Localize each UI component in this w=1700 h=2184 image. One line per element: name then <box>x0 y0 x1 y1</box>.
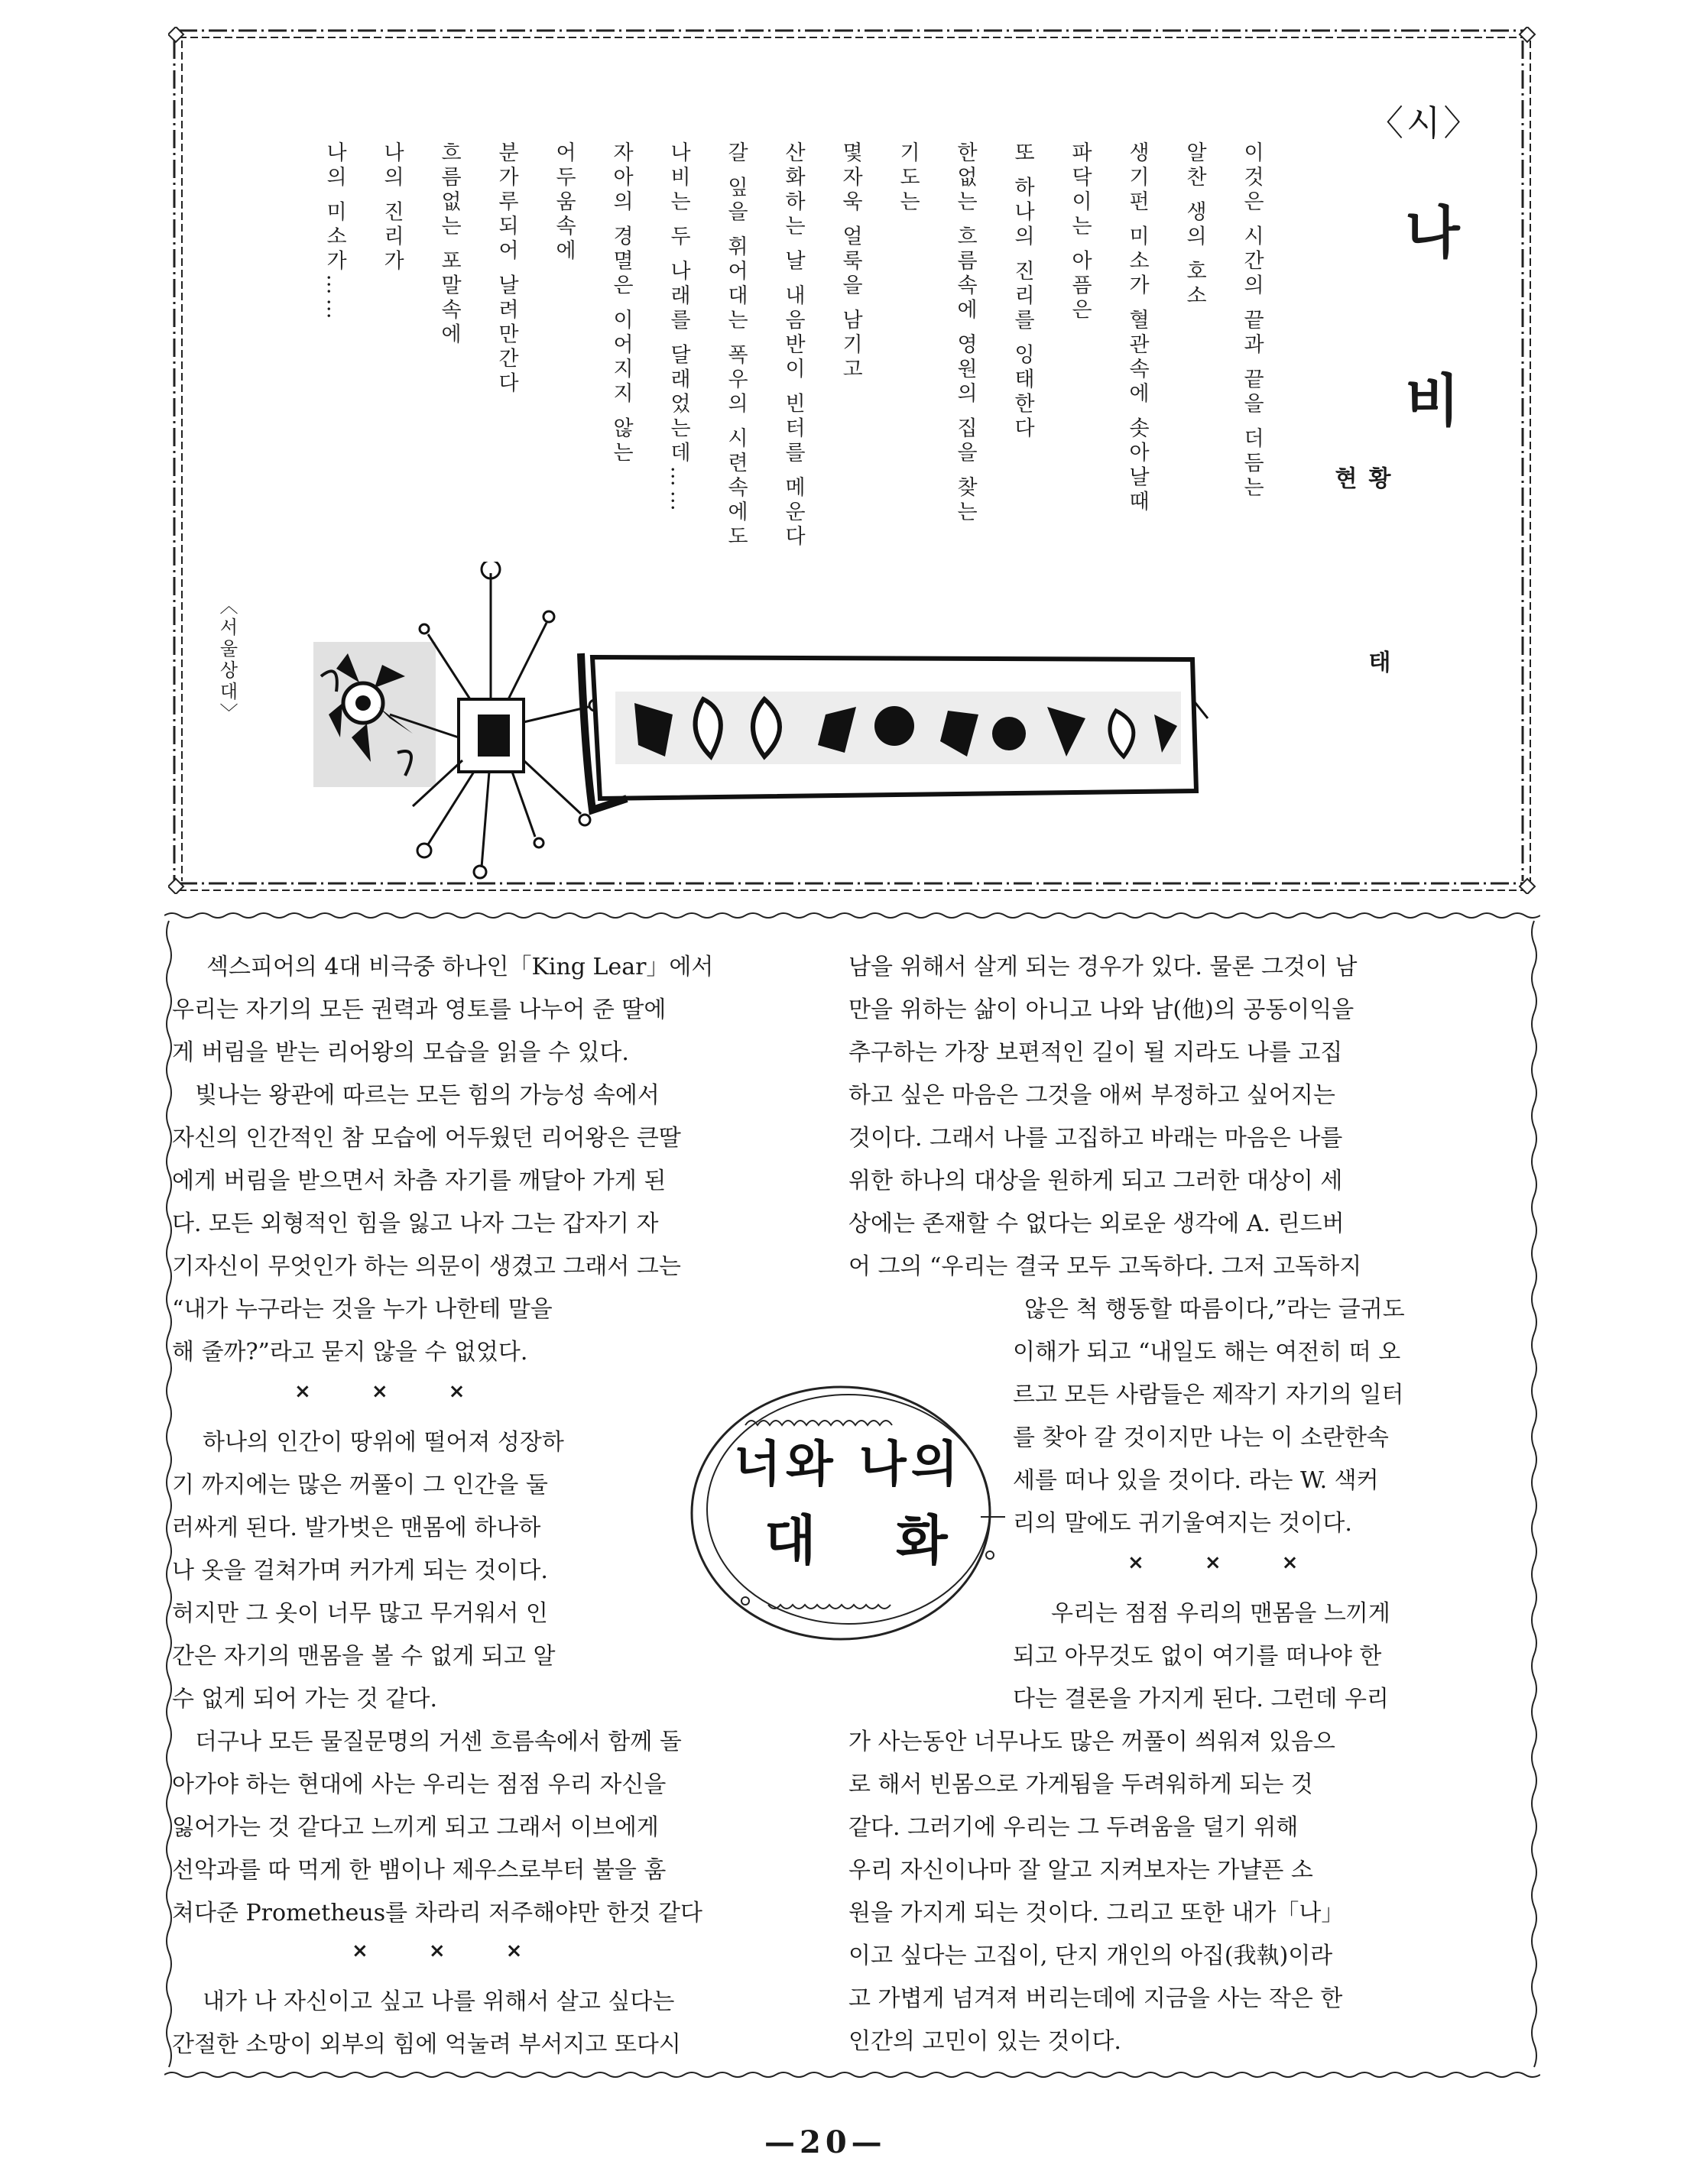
poem-author: 황 태 현 <box>1330 466 1390 750</box>
essay-left-line: “내가 누구라는 것을 누가 나한테 말을 <box>172 1296 553 1323</box>
essay-right-line: 우리는 점점 우리의 맨몸을 느끼게 <box>1051 1600 1390 1627</box>
essay-right-line: 를 찾아 갈 것이지만 나는 이 소란한속 <box>1013 1424 1389 1451</box>
poem-line: 파닥이는 아픔은 <box>1068 141 1092 323</box>
essay-left-line: 에게 버림을 받으면서 차츰 자기를 깨달아 가게 된 <box>172 1168 667 1194</box>
essay-left-line: 러싸게 된다. 발가벗은 맨몸에 하나하 <box>172 1515 541 1541</box>
essay-right-line: 어 그의 “우리는 결국 모두 고독하다. 그저 고독하지 <box>848 1253 1362 1280</box>
essay-left-line: 섹스피어의 4대 비극중 하나인「King Lear」에서 <box>206 954 714 980</box>
essay-left-line: 아가야 하는 현대에 사는 우리는 점점 우리 자신을 <box>172 1771 667 1798</box>
essay-right-line: 다는 결론을 가지게 된다. 그런데 우리 <box>1013 1686 1389 1713</box>
essay-left-line: 기자신이 무엇인가 하는 의문이 생겼고 그래서 그는 <box>172 1253 681 1280</box>
essay-right-line: 고 가볍게 넘겨져 버리는데에 지금을 사는 작은 한 <box>848 1985 1343 2012</box>
essay-right-line: 않은 척 행동할 따름이다,”라는 글귀도 <box>1024 1296 1405 1323</box>
poem-line: 분가루되어 날려만간다 <box>495 141 518 397</box>
essay-right-line: 것이다. 그래서 나를 고집하고 바래는 마음은 나를 <box>848 1125 1343 1152</box>
poem-line: 자아의 경멸은 이어지지 않는 <box>609 141 633 466</box>
emblem-title-bottom: 대 화 <box>764 1508 978 1572</box>
essay-left-line: 허지만 그 옷이 너무 많고 무거워서 인 <box>172 1600 548 1627</box>
section-separator: × × × <box>1127 1551 1299 1574</box>
essay-left-line: 자신의 인간적인 참 모습에 어두웠던 리어왕은 큰딸 <box>172 1125 681 1152</box>
essay-left-line: 기 까지에는 많은 꺼풀이 그 인간을 둘 <box>172 1472 548 1499</box>
essay-left-line: 수 없게 되어 가는 것 같다. <box>172 1686 438 1713</box>
poem-line: 산화하는 날 내음반이 빈터를 메운다 <box>781 141 805 550</box>
essay-left-line: 나 옷을 걸쳐가며 커가게 되는 것이다. <box>172 1557 548 1584</box>
poem-line: 나의 미소가…… <box>323 141 346 323</box>
section-separator: × × × <box>294 1380 466 1403</box>
section-separator: × × × <box>352 1939 523 1962</box>
essay-right-line: 우리 자신이나마 잘 알고 지켜보자는 가냘픈 소 <box>848 1857 1313 1884</box>
essay-left-line: 하나의 인간이 땅위에 떨어져 성장하 <box>203 1429 564 1456</box>
essay-left-line: 다. 모든 외형적인 힘을 잃고 나자 그는 갑자기 자 <box>172 1210 659 1237</box>
essay-left-line: 쳐다준 Prometheus를 차라리 저주해야만 한것 같다 <box>172 1900 702 1926</box>
essay-right-line: 이고 싶다는 고집이, 단지 개인의 아집(我執)이라 <box>848 1943 1333 1969</box>
essay-right-line: 가 사는동안 너무나도 많은 꺼풀이 씌워져 있음으 <box>848 1729 1335 1755</box>
essay-left-line: 간은 자기의 맨몸을 볼 수 없게 되고 알 <box>172 1643 556 1670</box>
poem-line: 몇자욱 얼룩을 남기고 <box>839 141 862 383</box>
essay-left-line: 우리는 자기의 모든 권력과 영토를 나누어 준 딸에 <box>172 996 667 1023</box>
essay-left-line: 해 줄까?”라고 묻지 않을 수 없었다. <box>172 1339 528 1366</box>
emblem-title-top: 너와 나의 <box>734 1436 963 1493</box>
essay-right-line: 추구하는 가장 보편적인 길이 될 지라도 나를 고집 <box>848 1039 1343 1066</box>
poem-line: 알찬 생의 호소 <box>1183 141 1206 309</box>
poem-line: 또 하나의 진리를 잉태한다 <box>1011 141 1034 442</box>
poem-line: 갈 잎을 휘어대는 폭우의 시련속에도 <box>724 141 748 550</box>
essay-right-line: 상에는 존재할 수 없다는 외로운 생각에 A. 린드버 <box>848 1210 1345 1237</box>
poem-box <box>168 27 1536 894</box>
poem-line: 생기펀 미소가 혈관속에 솟아날때 <box>1125 141 1149 515</box>
poem-line: 한없는 흐름속에 영원의 집을 찾는 <box>953 141 977 526</box>
essay-right-line: 되고 아무것도 없이 여기를 떠나야 한 <box>1013 1643 1382 1670</box>
poem-line: 기도는 <box>896 141 920 215</box>
essay-right-line: 만을 위하는 삶이 아니고 나와 남(他)의 공동이익을 <box>848 996 1354 1023</box>
essay-left-line: 빛나는 왕관에 따르는 모든 힘의 가능성 속에서 <box>195 1082 660 1109</box>
poem-line: 이것은 시간의 끝과 끝을 더듬는 <box>1240 141 1264 501</box>
essay-left-line: 게 버림을 받는 리어왕의 모습을 읽을 수 있다. <box>172 1039 629 1066</box>
essay-right-line: 하고 싶은 마음은 그것을 애써 부정하고 싶어지는 <box>848 1082 1335 1109</box>
essay-right-line: 로 해서 빈몸으로 가게됨을 두려워하게 되는 것 <box>848 1771 1313 1798</box>
essay-right-line: 인간의 고민이 있는 것이다. <box>848 2028 1121 2055</box>
poem-genre-label: 〈시〉 <box>1368 102 1482 144</box>
poem-line: 나비는 두 나래를 달래었는데…… <box>667 141 690 515</box>
poem-line: 나의 진리가 <box>380 141 404 274</box>
page-number: —20— <box>764 2124 887 2160</box>
essay-right-line: 세를 떠나 있을 것이다. 라는 W. 색커 <box>1013 1467 1379 1494</box>
poem-title: 나 비 <box>1395 203 1461 473</box>
essay-left-line: 내가 나 자신이고 싶고 나를 위해서 살고 싶다는 <box>203 1988 675 2015</box>
essay-left-line: 선악과를 따 먹게 한 뱀이나 제우스로부터 불을 훔 <box>172 1857 667 1884</box>
essay-left-line: 잃어가는 것 같다고 느끼게 되고 그래서 이브에게 <box>172 1814 659 1841</box>
essay-right-line: 이해가 되고 “내일도 해는 여전히 떠 오 <box>1013 1339 1401 1366</box>
essay-left-line: 간절한 소망이 외부의 힘에 억눌려 부서지고 또다시 <box>172 2031 681 2058</box>
essay-right-line: 원을 가지게 되는 것이다. 그리고 또한 내가「나」 <box>848 1900 1345 1926</box>
essay-right-line: 리의 말에도 귀기울여지는 것이다. <box>1013 1510 1352 1537</box>
poem-credit: 〈서울상대〉 <box>216 596 238 724</box>
butterfly-illustration <box>306 562 1315 883</box>
essay-right-line: 위한 하나의 대상을 원하게 되고 그러한 대상이 세 <box>848 1168 1343 1194</box>
essay-left-line: 더구나 모든 물질문명의 거센 흐름속에서 함께 돌 <box>195 1729 682 1755</box>
poem-line: 어두움속에 <box>552 141 576 264</box>
essay-right-line: 같다. 그러기에 우리는 그 두려움을 덜기 위해 <box>848 1814 1299 1841</box>
poem-line: 흐름없는 포말속에 <box>437 141 461 348</box>
essay-right-line: 남을 위해서 살게 되는 경우가 있다. 물론 그것이 남 <box>848 954 1358 980</box>
essay-right-line: 르고 모든 사람들은 제작기 자기의 일터 <box>1013 1382 1404 1408</box>
